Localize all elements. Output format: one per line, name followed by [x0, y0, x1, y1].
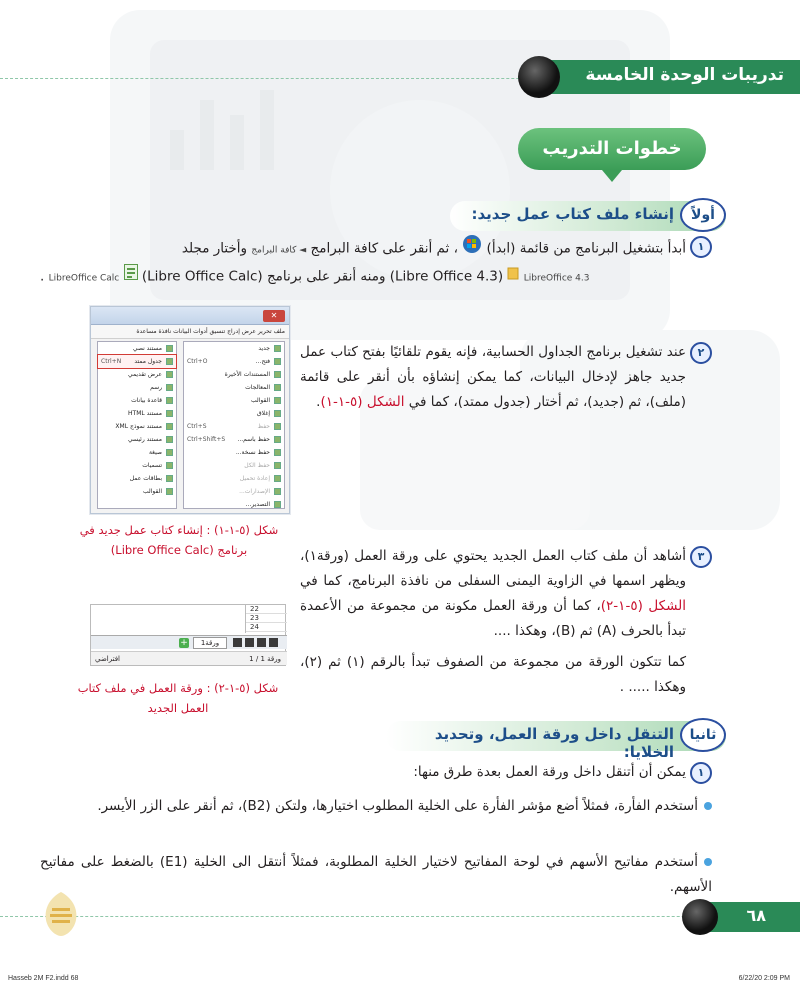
page-number-cap	[682, 899, 718, 935]
file-menu-item[interactable]	[184, 420, 284, 433]
page-number: ٦٨	[746, 906, 766, 925]
file-menu-item[interactable]	[184, 485, 284, 498]
section1-header	[450, 201, 726, 231]
row-header: 23	[246, 614, 287, 623]
step3-text	[300, 544, 686, 644]
bullet-dot	[704, 858, 712, 866]
unit-header-cap	[518, 56, 560, 98]
menu-item-label: مستند رئيسي	[128, 436, 162, 443]
menu-item-label: فتح...	[255, 358, 270, 365]
menu-item-label: جديد	[258, 345, 270, 352]
file-menu-item[interactable]	[184, 355, 284, 368]
menu-item-icon	[166, 436, 173, 443]
section2-title: التنقل داخل ورقة العمل، وتحديد الخلايا:	[434, 725, 674, 761]
menu-item-label: مستند نموذج XML	[115, 423, 162, 430]
step1-line2-text: (Libre Office 4.3) ومنه أنقر على برنامج (Libre Office Calc)	[141, 268, 504, 284]
new-submenu-item[interactable]	[98, 420, 176, 433]
file-menu-item[interactable]	[184, 368, 284, 381]
bullet2-text: أستخدم مفاتيح الأسهم في لوحة المفاتيح لاختيار الخلية المطلوبة، فمثلاً أنتقل الى الخلية (E1) بالضغط على مفاتيح الأسهم.	[40, 854, 712, 895]
menu-item-icon	[274, 501, 281, 508]
step4-text: يمكن أن أتنقل داخل ورقة العمل بعدة طرق منها:	[413, 764, 686, 780]
new-submenu-item[interactable]	[98, 446, 176, 459]
menu-item-icon	[274, 475, 281, 482]
section2-header	[386, 721, 726, 761]
new-submenu-item[interactable]	[98, 368, 176, 381]
step3-text-before: أشاهد أن ملف كتاب العمل الجديد يحتوي على ورقة العمل (ورقة١)، ويظهر اسمها في الزاوية اليمنى السفلى من نافذة البرنامج، كما في	[300, 548, 686, 589]
step1-line1-part3: وأختار مجلد	[181, 240, 248, 257]
last-sheet-icon	[269, 638, 278, 647]
menu-item-icon	[166, 397, 173, 404]
unit-title: تدريبات الوحدة الخامسة	[585, 65, 784, 85]
menu-item-icon	[274, 423, 281, 430]
first-sheet-icon	[233, 638, 242, 647]
footer-file: Hasseb 2M F2.indd 68	[8, 975, 79, 982]
footer-date: 6/22/20 2:09 PM	[738, 975, 790, 982]
bottom-divider	[0, 916, 800, 917]
status-bar	[91, 651, 287, 665]
step3-figure-ref: الشكل (٥-١-٢)	[600, 598, 686, 614]
step3-text-after: ، كما أن ورقة العمل مكونة من مجموعة من الأعمدة تبدأ بالحرف (A) ثم (B)، وهكذا ....	[300, 598, 686, 639]
new-submenu-item[interactable]	[98, 407, 176, 420]
menu-item-label: عرض تقديمي	[127, 371, 162, 378]
menu-item-shortcut: Ctrl+S	[187, 423, 207, 430]
menu-item-label: حفظ نسخة...	[235, 449, 270, 456]
figure1-caption-line2: برنامج (Libre Office Calc)	[110, 543, 248, 557]
new-submenu-item[interactable]	[98, 394, 176, 407]
menu-item-label: القوالب	[250, 397, 270, 404]
step3-para2: كما تتكون الورقة من مجموعة من الصفوف تبدأ بالرقم (١) ثم (٢)، وهكذا ..... .	[300, 654, 687, 695]
menu-item-icon	[274, 488, 281, 495]
menu-item-label: قاعدة بيانات	[131, 397, 162, 404]
step1-number: ١	[690, 236, 712, 258]
menu-item-label: رسم	[150, 384, 162, 391]
bullet-dot	[704, 802, 712, 810]
calc-program-label: LibreOffice Calc	[48, 273, 120, 283]
menu-item-icon	[274, 345, 281, 352]
menu-item-icon	[166, 384, 173, 391]
figure2-caption	[64, 678, 292, 718]
file-menu-item[interactable]	[184, 381, 284, 394]
menu-item-icon	[274, 462, 281, 469]
new-submenu-item[interactable]	[98, 472, 176, 485]
menu-item-label: صيغة	[148, 449, 162, 456]
file-menu-item[interactable]	[184, 433, 284, 446]
sheet-tab-bar	[91, 635, 287, 649]
menu-item-shortcut: Ctrl+Shift+S	[187, 436, 226, 443]
section2-ordinal: ثانيا	[680, 718, 726, 752]
step1-text	[40, 234, 686, 291]
sheet-tab-screenshot	[90, 604, 286, 666]
folder-icon	[507, 264, 519, 289]
step2-text-after: .	[316, 394, 321, 410]
file-menu-item[interactable]	[184, 407, 284, 420]
step2-text	[300, 340, 686, 415]
menu-item-icon	[166, 345, 173, 352]
menu-item-icon	[166, 371, 173, 378]
page-number-bar	[690, 902, 800, 932]
menu-item-shortcut: Ctrl+O	[187, 358, 208, 365]
step3-number: ٣	[690, 546, 712, 568]
add-sheet-icon: +	[180, 638, 188, 648]
row-header: 24	[246, 623, 287, 632]
calc-icon	[124, 264, 138, 289]
step1-line1-part2: ، ثم أنقر على كافة البرامج	[310, 240, 458, 257]
file-menu-item[interactable]	[184, 394, 284, 407]
menu-item-icon	[166, 449, 173, 456]
step1-line2	[40, 264, 589, 292]
step1-line1-part1: أبدأ بتشغيل البرنامج من قائمة (ابدأ)	[486, 240, 686, 257]
next-sheet-icon	[257, 638, 266, 647]
step2-number: ٢	[690, 342, 712, 364]
menu-item-icon	[274, 371, 281, 378]
file-menu	[183, 341, 285, 509]
row-headers	[245, 605, 287, 633]
step1-line2-end: .	[40, 268, 45, 284]
menu-item-icon	[166, 358, 173, 365]
new-submenu	[97, 341, 177, 509]
menu-item-icon	[166, 423, 173, 430]
folder-label: LibreOffice 4.3	[523, 273, 590, 283]
menu-item-shortcut: Ctrl+N	[101, 358, 122, 365]
bullet2	[40, 850, 712, 900]
file-menu-item[interactable]	[184, 446, 284, 459]
prev-sheet-icon	[245, 638, 254, 647]
menu-item-icon	[274, 384, 281, 391]
new-submenu-item[interactable]	[98, 433, 176, 446]
file-menu-item[interactable]	[184, 498, 284, 511]
figure1-caption-line1: شكل (٥-١-١) : إنشاء كتاب عمل جديد في	[79, 523, 279, 537]
ministry-logo	[40, 890, 82, 938]
menu-item-icon	[166, 410, 173, 417]
close-icon: ✕	[263, 310, 285, 322]
file-menu-screenshot	[90, 306, 290, 514]
menu-item-label: القوالب	[142, 488, 162, 495]
section1-ordinal: أولاً	[680, 198, 726, 232]
new-submenu-item[interactable]	[98, 381, 176, 394]
status-sheet: ورقة 1 / 1	[249, 655, 281, 663]
file-menu-item[interactable]	[184, 472, 284, 485]
menu-item-label: الإصدارات...	[239, 488, 270, 495]
figure2-caption-line2: العمل الجديد	[147, 701, 209, 715]
menu-item-icon	[274, 449, 281, 456]
new-submenu-item[interactable]	[98, 355, 176, 368]
menu-item-label: حفظ باسم...	[237, 436, 270, 443]
menu-item-label: بطاقات عمل	[129, 475, 162, 482]
file-menu-item[interactable]	[184, 342, 284, 355]
bullet1-text: أستخدم الفأرة، فمثلاً أضع مؤشر الفأرة على الخلية المطلوب اختيارها، ولتكن (B2)، ثم أنقر على الزر الأيسر.	[97, 798, 698, 814]
sheet-tab: ورقة1	[193, 637, 227, 649]
menu-item-label: تسميات	[142, 462, 162, 469]
menu-item-label: إغلاق	[256, 410, 270, 417]
row-header: 22	[246, 605, 287, 614]
new-submenu-item[interactable]	[98, 342, 176, 355]
section1-title: إنشاء ملف كتاب عمل جديد:	[471, 205, 674, 223]
step2-text-before: عند تشغيل برنامج الجداول الحسابية، فإنه يقوم تلقائيًا بفتح كتاب عمل جديد جاهز لإدخال البيانات، كما يمكن إنشاؤه بأن أنقر على قائمة (ملف)، ثم (جديد)، ثم أختار (جدول ممتد)، كما في	[300, 344, 686, 410]
menu-item-label: مستند HTML	[128, 410, 162, 417]
menu-item-icon	[274, 410, 281, 417]
menu-item-label: حفظ الكل	[244, 462, 270, 469]
menu-item-label: المعالجات	[245, 384, 270, 391]
figure2-caption-line1: شكل (٥-١-٢) : ورقة العمل في ملف كتاب	[77, 681, 279, 695]
menu-item-label: إعادة تحميل	[239, 475, 270, 482]
file-menu-item[interactable]	[184, 459, 284, 472]
menu-item-icon	[274, 397, 281, 404]
menubar: ملف تحرير عرض إدراج تنسيق أدوات البيانات نافذة مساعدة	[91, 325, 289, 339]
new-submenu-item[interactable]	[98, 459, 176, 472]
all-programs-label: ◄ كافة البرامج	[251, 245, 307, 256]
menu-item-icon	[166, 475, 173, 482]
menu-item-icon	[166, 488, 173, 495]
status-style: افتراضي	[95, 655, 120, 663]
menu-item-label: المستندات الأخيرة	[224, 371, 270, 378]
step4-number: ١	[690, 762, 712, 784]
menu-item-label: حفظ	[257, 423, 270, 430]
menu-item-icon	[274, 358, 281, 365]
windows-start-icon	[462, 234, 482, 263]
menu-item-icon	[166, 462, 173, 469]
unit-header-bar	[520, 60, 800, 94]
menu-item-label: جدول ممتد	[134, 358, 162, 365]
new-submenu-item[interactable]	[98, 485, 176, 498]
figure1-caption	[62, 520, 296, 560]
window-titlebar	[91, 307, 289, 325]
menu-item-icon	[274, 436, 281, 443]
bullet1	[40, 794, 712, 819]
steps-title: خطوات التدريب	[518, 128, 706, 170]
menu-item-label: التصدير...	[245, 501, 270, 508]
menu-item-label: مستند نصي	[132, 345, 162, 352]
step2-figure-ref: الشكل (٥-١-١)	[320, 394, 405, 410]
